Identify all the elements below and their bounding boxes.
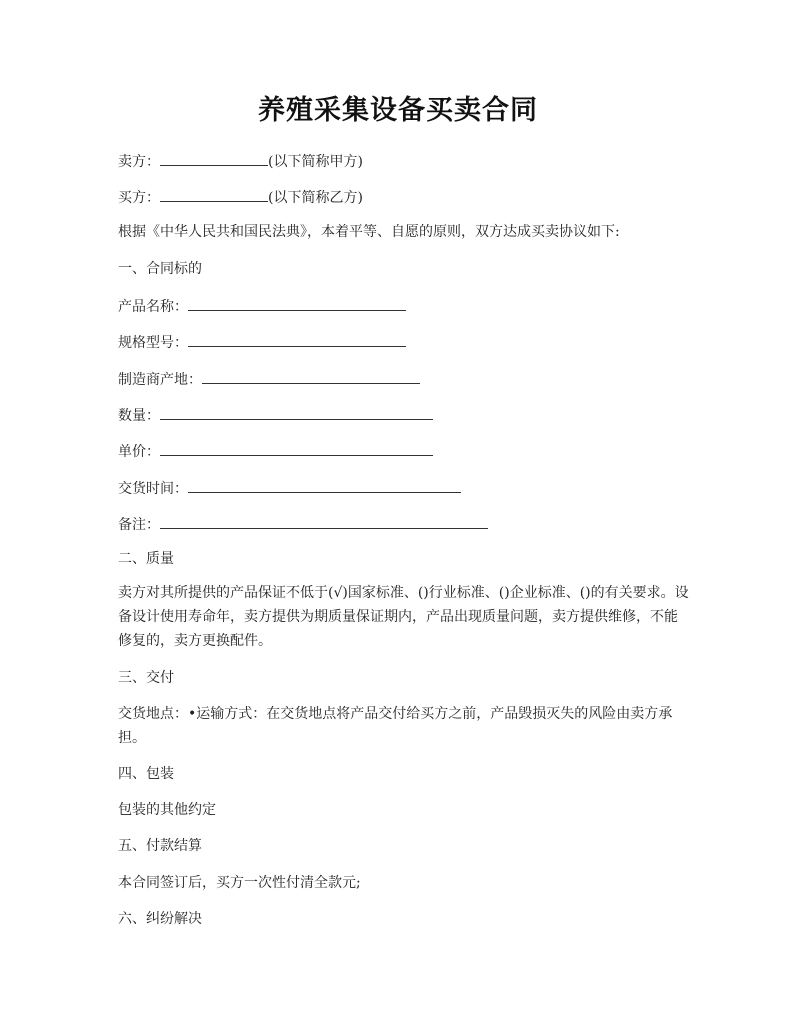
remarks-field (118, 514, 488, 534)
product-name-label: 产品名称： (118, 299, 188, 315)
section2-body: 卖方对其所提供的产品保证不低于(√)国家标准、()行业标准、()企业标准、()的有关要求。设备设计使用寿命年，卖方提供为期质量保证期内，产品出现质量问题，卖方提供维修，不能修复的，卖方更换配件。 (118, 585, 689, 649)
section1-heading: 一、合同标的 (118, 261, 202, 277)
product-name-field (118, 296, 406, 316)
section4-body: 包装的其他约定 (118, 802, 216, 818)
quantity-field (118, 405, 433, 425)
section3-body: 交货地点：•运输方式：在交货地点将产品交付给买方之前，产品毁损灭失的风险由卖方承担。 (118, 706, 673, 746)
seller-label: 卖方： (118, 154, 160, 170)
delivery-time-label: 交货时间： (118, 481, 188, 497)
manufacturer-field (118, 369, 420, 389)
quantity-label: 数量： (118, 408, 160, 424)
delivery-time-field (118, 478, 461, 498)
manufacturer-blank (202, 369, 420, 384)
spec-model-label: 规格型号： (118, 335, 188, 351)
seller-blank (160, 151, 268, 166)
remarks-label: 备注： (118, 517, 160, 533)
section5-heading: 五、付款结算 (118, 838, 202, 854)
unit-price-label: 单价： (118, 444, 160, 460)
document-title: 养殖采集设备买卖合同 (258, 95, 538, 126)
manufacturer-label: 制造商产地： (118, 372, 202, 388)
section4-heading: 四、包装 (118, 766, 174, 782)
remarks-blank (160, 514, 488, 529)
spec-model-field (118, 332, 406, 352)
buyer-blank (160, 187, 268, 202)
preamble: 根据《中华人民共和国民法典》，本着平等、自愿的原则，双方达成买卖协议如下: (118, 224, 620, 240)
seller-suffix: (以下简称甲方) (268, 154, 363, 170)
product-name-blank (188, 296, 406, 311)
delivery-time-blank (188, 478, 461, 493)
section3-heading: 三、交付 (118, 670, 174, 686)
section6-heading: 六、纠纷解决 (118, 911, 202, 927)
unit-price-field (118, 441, 433, 461)
spec-model-blank (188, 332, 406, 347)
quantity-blank (160, 405, 433, 420)
unit-price-blank (160, 441, 433, 456)
seller-line (118, 151, 363, 171)
buyer-suffix: (以下简称乙方) (268, 190, 363, 206)
section2-heading: 二、质量 (118, 551, 174, 567)
buyer-line (118, 187, 363, 207)
section5-body: 本合同签订后，买方一次性付清全款元; (118, 875, 361, 891)
buyer-label: 买方： (118, 190, 160, 206)
